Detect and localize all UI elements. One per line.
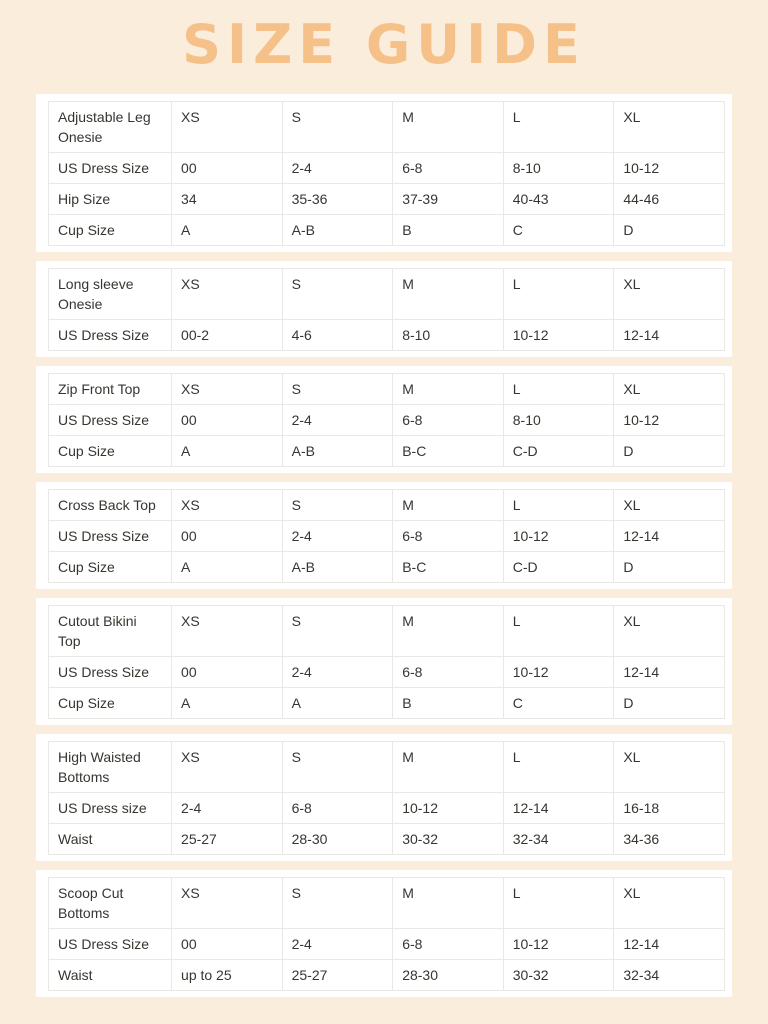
size-header-cell: XS (172, 606, 283, 657)
table-header-row (49, 374, 725, 405)
row-label-cell: Cup Size (49, 215, 172, 246)
size-header-cell: L (503, 374, 614, 405)
size-header-cell: L (503, 742, 614, 793)
value-cell: 2-4 (282, 405, 393, 436)
size-table-body (49, 102, 725, 246)
size-header-cell: M (393, 374, 504, 405)
row-label-cell: US Dress Size (49, 320, 172, 351)
value-cell: up to 25 (172, 960, 283, 991)
value-cell: 10-12 (503, 657, 614, 688)
table-row (49, 960, 725, 991)
size-header-cell: L (503, 878, 614, 929)
size-table (48, 373, 725, 467)
table-row (49, 552, 725, 583)
value-cell: 00 (172, 929, 283, 960)
table-row (49, 320, 725, 351)
table-row (49, 215, 725, 246)
size-header-cell: M (393, 269, 504, 320)
size-table-body (49, 606, 725, 719)
value-cell: C (503, 688, 614, 719)
size-header-cell: L (503, 606, 614, 657)
value-cell: 6-8 (393, 405, 504, 436)
value-cell: 30-32 (503, 960, 614, 991)
product-name-cell: Cutout Bikini Top (49, 606, 172, 657)
row-label-cell: US Dress Size (49, 657, 172, 688)
size-table-card (36, 598, 732, 725)
product-name-cell: Cross Back Top (49, 490, 172, 521)
value-cell: 10-12 (503, 521, 614, 552)
value-cell: 16-18 (614, 793, 725, 824)
table-row (49, 688, 725, 719)
value-cell: 00 (172, 521, 283, 552)
size-header-cell: XL (614, 374, 725, 405)
size-header-cell: XS (172, 374, 283, 405)
size-header-cell: XS (172, 742, 283, 793)
row-label-cell: US Dress Size (49, 405, 172, 436)
size-table (48, 268, 725, 351)
size-header-cell: XL (614, 878, 725, 929)
value-cell: 40-43 (503, 184, 614, 215)
value-cell: C-D (503, 436, 614, 467)
value-cell: 25-27 (282, 960, 393, 991)
table-header-row (49, 269, 725, 320)
size-header-cell: M (393, 878, 504, 929)
table-row (49, 929, 725, 960)
size-header-cell: S (282, 102, 393, 153)
size-table (48, 101, 725, 246)
value-cell: D (614, 436, 725, 467)
size-header-cell: L (503, 490, 614, 521)
value-cell: D (614, 688, 725, 719)
size-table (48, 741, 725, 855)
value-cell: 10-12 (614, 405, 725, 436)
value-cell: A (172, 215, 283, 246)
value-cell: 8-10 (393, 320, 504, 351)
table-row (49, 184, 725, 215)
value-cell: A-B (282, 436, 393, 467)
size-header-cell: XL (614, 490, 725, 521)
row-label-cell: US Dress Size (49, 153, 172, 184)
size-table-card (36, 366, 732, 473)
value-cell: A-B (282, 552, 393, 583)
table-header-row (49, 606, 725, 657)
value-cell: 34-36 (614, 824, 725, 855)
size-table-body (49, 742, 725, 855)
product-name-cell: Long sleeve Onesie (49, 269, 172, 320)
value-cell: 12-14 (614, 521, 725, 552)
table-header-row (49, 102, 725, 153)
value-cell: A (172, 436, 283, 467)
row-label-cell: Cup Size (49, 552, 172, 583)
value-cell: B (393, 215, 504, 246)
value-cell: 8-10 (503, 153, 614, 184)
value-cell: 2-4 (282, 657, 393, 688)
size-table-body (49, 490, 725, 583)
value-cell: 6-8 (393, 657, 504, 688)
size-tables-list (0, 94, 768, 997)
value-cell: C (503, 215, 614, 246)
size-table-card (36, 94, 732, 252)
value-cell: 4-6 (282, 320, 393, 351)
size-header-cell: S (282, 374, 393, 405)
value-cell: 2-4 (282, 521, 393, 552)
value-cell: 6-8 (393, 153, 504, 184)
size-header-cell: XL (614, 742, 725, 793)
size-table (48, 877, 725, 991)
value-cell: 28-30 (282, 824, 393, 855)
table-row (49, 793, 725, 824)
value-cell: 44-46 (614, 184, 725, 215)
size-header-cell: XL (614, 269, 725, 320)
size-header-cell: S (282, 269, 393, 320)
value-cell: B-C (393, 552, 504, 583)
size-header-cell: XL (614, 606, 725, 657)
size-header-cell: M (393, 606, 504, 657)
size-header-cell: L (503, 269, 614, 320)
size-table-body (49, 269, 725, 351)
row-label-cell: Hip Size (49, 184, 172, 215)
size-header-cell: S (282, 606, 393, 657)
table-row (49, 824, 725, 855)
row-label-cell: US Dress Size (49, 929, 172, 960)
size-header-cell: XS (172, 102, 283, 153)
value-cell: A-B (282, 215, 393, 246)
value-cell: 00 (172, 153, 283, 184)
table-header-row (49, 742, 725, 793)
row-label-cell: Cup Size (49, 688, 172, 719)
size-table (48, 605, 725, 719)
value-cell: 2-4 (172, 793, 283, 824)
size-header-cell: XS (172, 269, 283, 320)
size-header-cell: S (282, 878, 393, 929)
size-header-cell: S (282, 490, 393, 521)
size-header-cell: XS (172, 878, 283, 929)
table-row (49, 521, 725, 552)
size-table-body (49, 878, 725, 991)
value-cell: C-D (503, 552, 614, 583)
size-header-cell: S (282, 742, 393, 793)
table-row (49, 657, 725, 688)
value-cell: 12-14 (503, 793, 614, 824)
row-label-cell: Waist (49, 960, 172, 991)
value-cell: A (172, 552, 283, 583)
size-table-card (36, 870, 732, 997)
value-cell: 12-14 (614, 657, 725, 688)
size-table-card (36, 482, 732, 589)
value-cell: 35-36 (282, 184, 393, 215)
value-cell: 10-12 (503, 929, 614, 960)
size-table-card (36, 261, 732, 357)
size-header-cell: M (393, 102, 504, 153)
row-label-cell: US Dress Size (49, 521, 172, 552)
size-header-cell: XL (614, 102, 725, 153)
value-cell: 6-8 (393, 521, 504, 552)
size-header-cell: XS (172, 490, 283, 521)
value-cell: A (282, 688, 393, 719)
value-cell: 8-10 (503, 405, 614, 436)
size-header-cell: L (503, 102, 614, 153)
value-cell: 6-8 (282, 793, 393, 824)
row-label-cell: US Dress size (49, 793, 172, 824)
value-cell: 10-12 (393, 793, 504, 824)
value-cell: 00-2 (172, 320, 283, 351)
product-name-cell: Scoop Cut Bottoms (49, 878, 172, 929)
size-table-card (36, 734, 732, 861)
table-header-row (49, 878, 725, 929)
table-row (49, 436, 725, 467)
size-header-cell: M (393, 490, 504, 521)
value-cell: 37-39 (393, 184, 504, 215)
size-header-cell: M (393, 742, 504, 793)
value-cell: 2-4 (282, 153, 393, 184)
table-header-row (49, 490, 725, 521)
value-cell: 00 (172, 657, 283, 688)
value-cell: 34 (172, 184, 283, 215)
row-label-cell: Cup Size (49, 436, 172, 467)
size-table (48, 489, 725, 583)
product-name-cell: High Waisted Bottoms (49, 742, 172, 793)
value-cell: 25-27 (172, 824, 283, 855)
value-cell: 12-14 (614, 929, 725, 960)
value-cell: 10-12 (503, 320, 614, 351)
product-name-cell: Zip Front Top (49, 374, 172, 405)
value-cell: 6-8 (393, 929, 504, 960)
value-cell: 28-30 (393, 960, 504, 991)
value-cell: B-C (393, 436, 504, 467)
size-table-body (49, 374, 725, 467)
table-row (49, 153, 725, 184)
value-cell: 32-34 (503, 824, 614, 855)
table-row (49, 405, 725, 436)
value-cell: B (393, 688, 504, 719)
value-cell: 30-32 (393, 824, 504, 855)
value-cell: 32-34 (614, 960, 725, 991)
value-cell: D (614, 215, 725, 246)
row-label-cell: Waist (49, 824, 172, 855)
value-cell: A (172, 688, 283, 719)
value-cell: 12-14 (614, 320, 725, 351)
product-name-cell: Adjustable Leg Onesie (49, 102, 172, 153)
value-cell: 00 (172, 405, 283, 436)
value-cell: D (614, 552, 725, 583)
value-cell: 2-4 (282, 929, 393, 960)
value-cell: 10-12 (614, 153, 725, 184)
page-title: SIZE GUIDE (182, 13, 586, 76)
